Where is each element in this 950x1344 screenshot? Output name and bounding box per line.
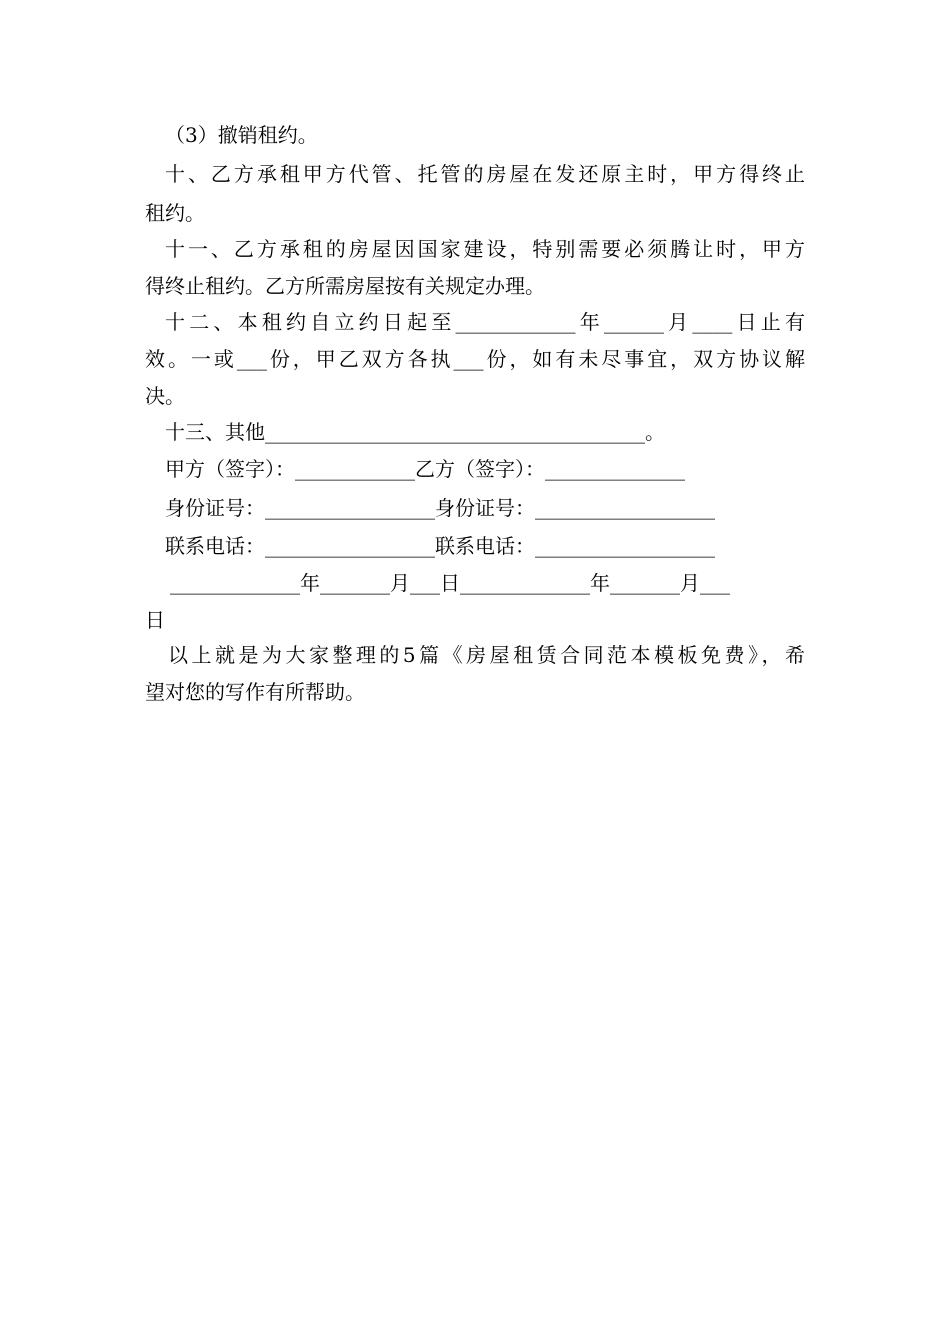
signature-line-date-end: 日 — [145, 608, 165, 632]
signature-line-date: _____________年_______月___日_____________年_______月___ — [170, 571, 730, 595]
text-line-clause-12-end: 决。 — [145, 384, 185, 408]
signature-line-phone: 联系电话：_________________联系电话：__________________ — [165, 534, 715, 558]
text-line-clause-10: 十、乙方承租甲方代管、托管的房屋在发还原主时，甲方得终止 — [165, 162, 805, 186]
text-line-clause-13: 十三、其他______________________________________。 — [165, 420, 665, 444]
text-line-clause-12-cont: 效。一或___份，甲乙双方各执___份，如有未尽事宜，双方协议解 — [145, 347, 805, 371]
signature-line-id-number: 身份证号：_________________身份证号：__________________ — [165, 496, 715, 520]
text-line-clause-12: 十二、本租约自立约日起至____________年______月____日止有 — [165, 310, 805, 334]
text-line-clause-11-cont: 得终止租约。乙方所需房屋按有关规定办理。 — [145, 274, 545, 298]
text-line-clause-10-cont: 租约。 — [145, 201, 205, 225]
text-line-closing: 以上就是为大家整理的5篇《房屋租赁合同范本模板免费》，希 — [168, 643, 805, 667]
signature-line-parties: 甲方（签字）：____________乙方（签字）：______________ — [165, 457, 685, 481]
text-line-clause-11: 十一、乙方承租的房屋因国家建设，特别需要必须腾让时，甲方 — [165, 237, 805, 261]
text-line-clause-9-3: （3）撤销租约。 — [165, 123, 318, 147]
text-line-closing-cont: 望对您的写作有所帮助。 — [145, 680, 365, 704]
